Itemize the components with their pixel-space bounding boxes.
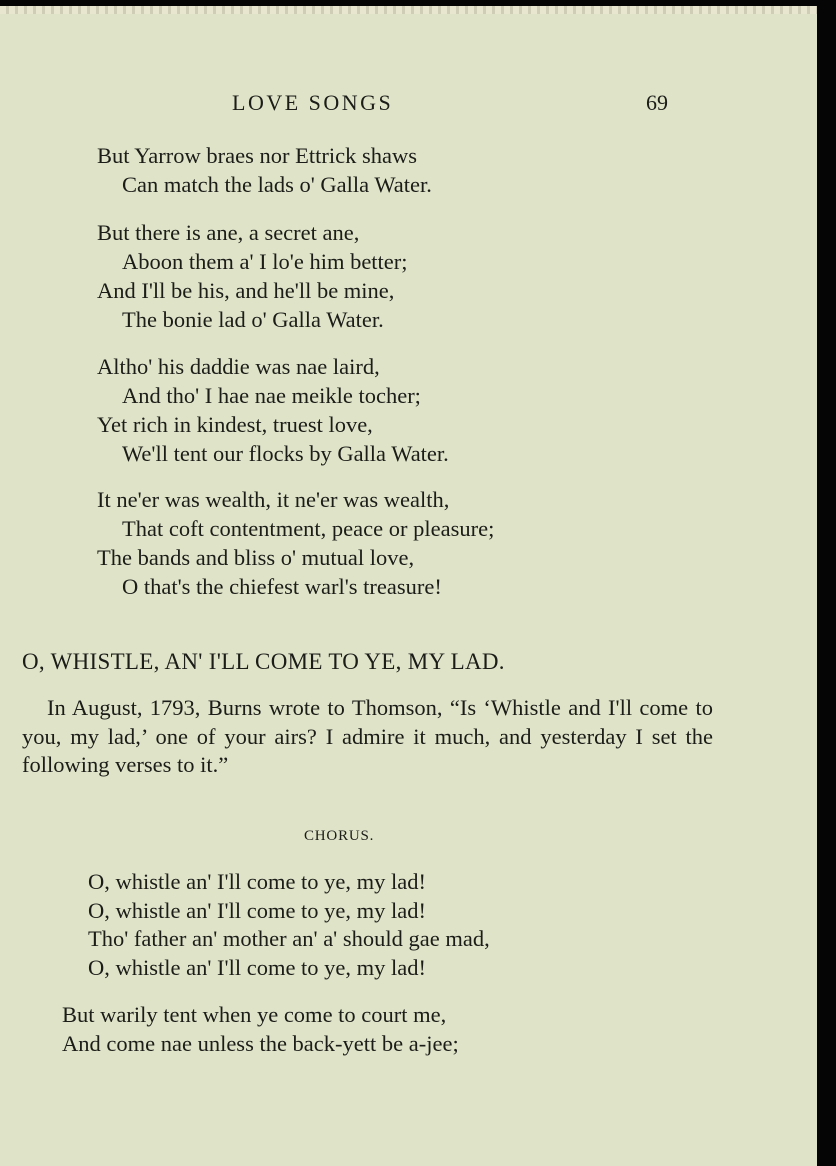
verse-line: And come nae unless the back-yett be a-jee; — [62, 1030, 459, 1056]
poem-line: And I'll be his, and he'll be mine, — [97, 278, 395, 303]
poem-line: O that's the chiefest warl's treasure! — [122, 574, 442, 599]
page-number: 69 — [646, 90, 668, 115]
poem-line: It ne'er was wealth, it ne'er was wealth, — [97, 487, 450, 512]
poem-line: Can match the lads o' Galla Water. — [122, 172, 432, 197]
poem-line: The bands and bliss o' mutual love, — [97, 545, 415, 570]
page-edge-strip — [0, 6, 817, 14]
poem-line: But there is ane, a secret ane, — [97, 220, 360, 245]
intro-text: In August, 1793, Burns wrote to Thomson, “Is ‘Whistle and I'll come to you, my lad,’ one of your airs? I admire it much, and yesterday I set the following verses to it.” — [22, 695, 713, 777]
poem-line: And tho' I hae nae meikle tocher; — [122, 383, 421, 408]
poem-line: We'll tent our flocks by Galla Water. — [122, 441, 449, 466]
poem-line: The bonie lad o' Galla Water. — [122, 307, 384, 332]
book-page — [0, 6, 817, 1166]
song-title: O, WHISTLE, AN' I'LL COME TO YE, MY LAD. — [22, 649, 505, 674]
chorus-line: O, whistle an' I'll come to ye, my lad! — [88, 954, 427, 980]
poem-line: Aboon them a' I lo'e him better; — [122, 249, 408, 274]
chorus-line: O, whistle an' I'll come to ye, my lad! — [88, 897, 427, 923]
intro-paragraph — [22, 694, 713, 780]
chorus-line: O, whistle an' I'll come to ye, my lad! — [88, 869, 427, 894]
poem-line: Altho' his daddie was nae laird, — [97, 354, 380, 379]
poem-line: But Yarrow braes nor Ettrick shaws — [97, 143, 417, 168]
chorus-label: CHORUS. — [304, 828, 375, 844]
poem-line: That coft contentment, peace or pleasure; — [122, 516, 495, 541]
chorus-line: Tho' father an' mother an' a' should gae mad, — [88, 926, 490, 951]
poem-line: Yet rich in kindest, truest love, — [97, 412, 373, 437]
running-title: LOVE SONGS — [232, 90, 394, 115]
verse-line: But warily tent when ye come to court me, — [62, 1002, 447, 1027]
